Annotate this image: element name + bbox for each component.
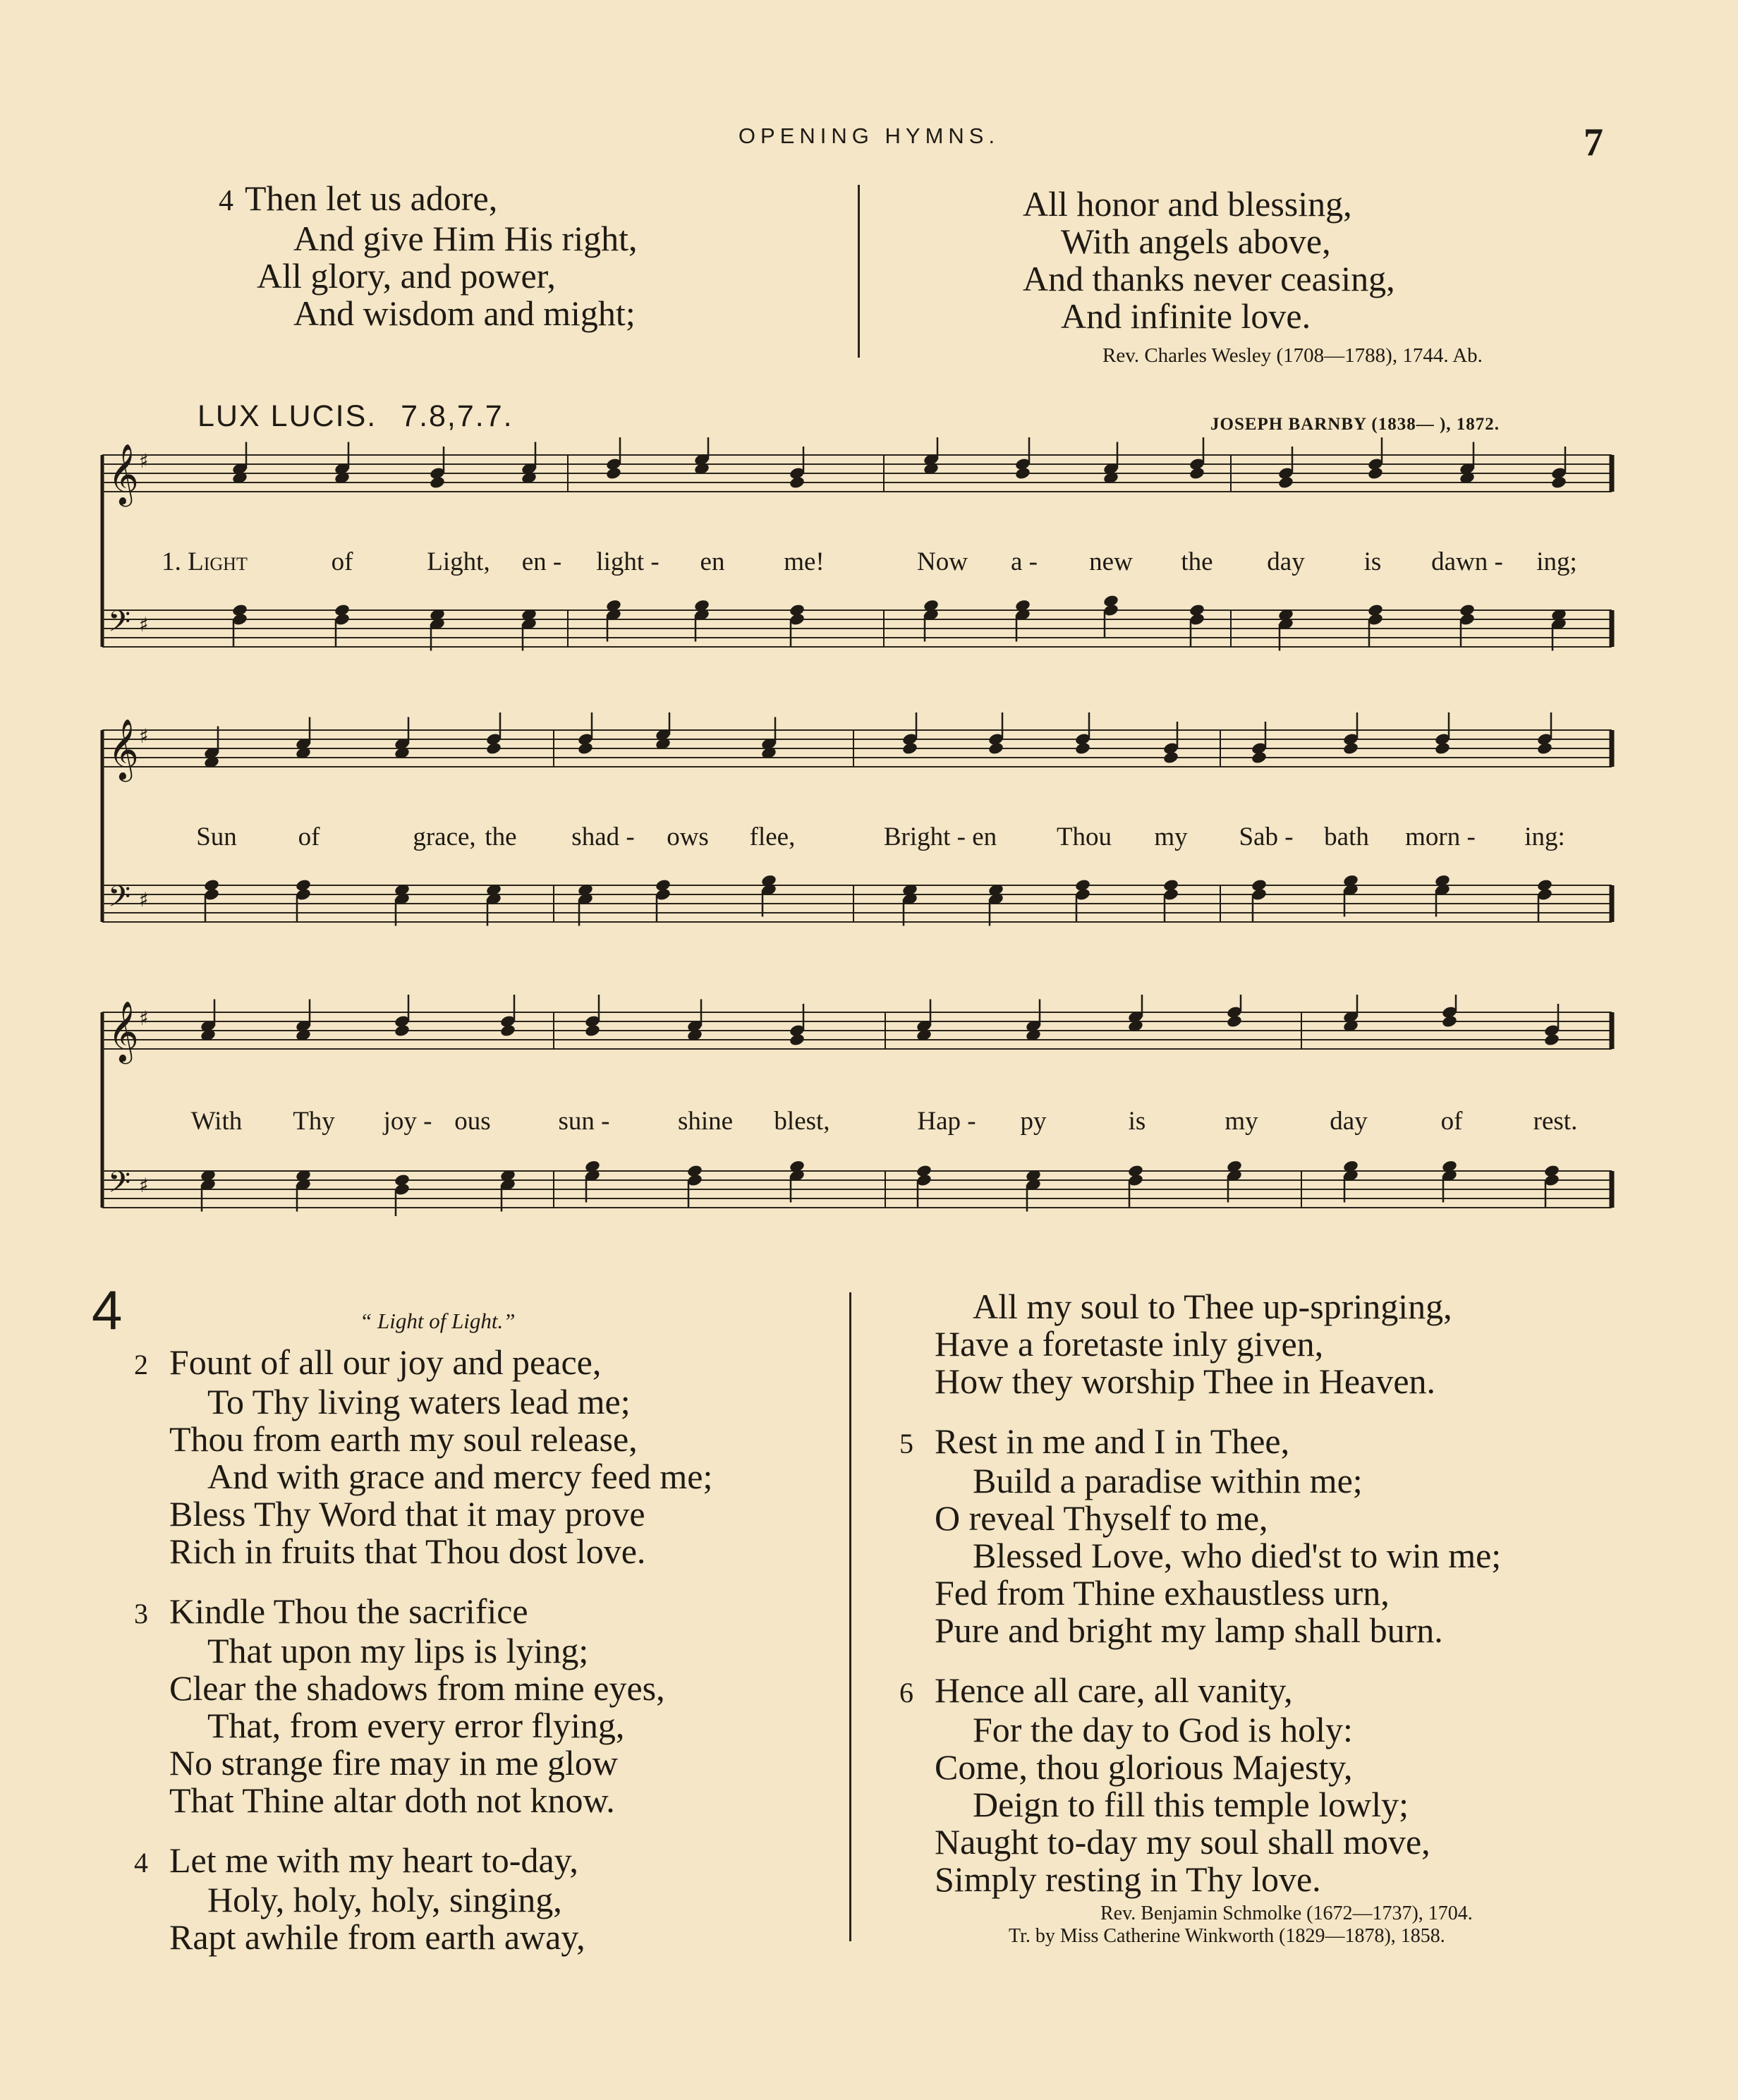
notehead bbox=[1251, 751, 1268, 765]
lyric-syllable: the bbox=[485, 823, 517, 851]
notehead bbox=[789, 475, 806, 490]
verse-line: To Thy living waters lead me; bbox=[207, 1382, 631, 1421]
lyric-syllable: shine bbox=[677, 1107, 734, 1136]
verse-line: Blessed Love, who died'st to win me; bbox=[973, 1536, 1502, 1575]
notehead bbox=[485, 741, 502, 755]
sharp-icon: ♯ bbox=[139, 888, 149, 911]
notehead bbox=[789, 1033, 806, 1047]
stanza-number: 4 bbox=[219, 185, 233, 217]
verse-line: Then let us adore, bbox=[245, 178, 498, 218]
lyric-syllable: bath bbox=[1324, 823, 1369, 851]
running-head: OPENING HYMNS. bbox=[738, 123, 1000, 148]
tune-heading bbox=[198, 399, 514, 434]
notehead bbox=[1342, 741, 1359, 755]
verse-line: 3 Kindle Thou the sacrifice bbox=[134, 1591, 528, 1631]
lyric-syllable: grace, bbox=[413, 823, 476, 851]
verse-line: Rich in fruits that Thou dost love. bbox=[169, 1531, 646, 1571]
sharp-icon: ♯ bbox=[139, 1007, 149, 1030]
verse-line: That upon my lips is lying; bbox=[207, 1631, 589, 1670]
lyric-syllable: day bbox=[1267, 547, 1305, 576]
verse-line: All glory, and power, bbox=[257, 256, 556, 296]
stanza-number: 2 bbox=[134, 1349, 148, 1380]
hymn-number: 4 bbox=[92, 1279, 123, 1341]
notehead bbox=[499, 1024, 516, 1038]
tune-name: LUX LUCIS. bbox=[198, 399, 377, 433]
lyric-syllable: day bbox=[1330, 1107, 1368, 1136]
lyric-syllable: ous bbox=[454, 1107, 491, 1136]
notehead bbox=[1550, 475, 1567, 490]
notehead bbox=[577, 741, 594, 755]
lyric-syllable: en - bbox=[521, 547, 562, 576]
page-number: 7 bbox=[1584, 121, 1603, 164]
notehead bbox=[1014, 466, 1031, 480]
notehead bbox=[1543, 1033, 1560, 1047]
hymn-subtitle: “ Light of Light.” bbox=[360, 1309, 516, 1333]
verse-line: And give Him His right, bbox=[293, 219, 638, 258]
lyric-syllable: is bbox=[1363, 547, 1382, 576]
verse-line: And thanks never ceasing, bbox=[1023, 259, 1395, 298]
verse-line: 6 Hence all care, all vanity, bbox=[899, 1670, 1293, 1710]
verse-line: Pure and bright my lamp shall burn. bbox=[935, 1610, 1443, 1650]
lyrics-line-3 bbox=[0, 1106, 1738, 1141]
lyric-syllable: a - bbox=[1011, 547, 1038, 576]
lyric-syllable: sun - bbox=[558, 1107, 610, 1136]
verse-line: And wisdom and might; bbox=[293, 293, 636, 333]
verse-line: Rapt awhile from earth away, bbox=[169, 1917, 585, 1957]
lyric-syllable: the bbox=[1181, 547, 1213, 576]
lyric-syllable: Bright - en bbox=[883, 823, 997, 851]
verse-line: O reveal Thyself to me, bbox=[935, 1498, 1268, 1538]
verse-line: Build a paradise within me; bbox=[973, 1461, 1363, 1500]
lyric-syllable: Sun bbox=[196, 823, 237, 851]
verse-line: For the day to God is holy: bbox=[973, 1710, 1353, 1749]
lyric-syllable: shad - bbox=[571, 823, 635, 851]
stanza-number: 4 bbox=[134, 1847, 148, 1879]
lyric-syllable: of bbox=[1440, 1107, 1463, 1136]
lyric-syllable: blest, bbox=[774, 1107, 830, 1136]
verse-line: And infinite love. bbox=[1061, 296, 1311, 336]
lyric-syllable: flee, bbox=[749, 823, 796, 851]
verse-line: 2 Fount of all our joy and peace, bbox=[134, 1342, 602, 1382]
translator-attribution: Tr. by Miss Catherine Winkworth (1829—1878), 1858. bbox=[1009, 1925, 1445, 1947]
lyric-syllable: py bbox=[1020, 1107, 1047, 1136]
author-attribution: Rev. Charles Wesley (1708—1788), 1744. Ab. bbox=[1102, 344, 1483, 367]
verse-line: Come, thou glorious Majesty, bbox=[935, 1747, 1353, 1787]
stanza-number: 5 bbox=[899, 1428, 913, 1459]
notehead bbox=[1226, 1014, 1243, 1028]
lyrics-line-2 bbox=[0, 822, 1738, 857]
lyric-syllable: ows bbox=[667, 823, 709, 851]
lyric-syllable: Sab - bbox=[1239, 823, 1294, 851]
sharp-icon: ♯ bbox=[139, 724, 149, 748]
notehead bbox=[1441, 1014, 1458, 1028]
lyric-syllable: is bbox=[1128, 1107, 1146, 1136]
sharp-icon: ♯ bbox=[139, 449, 149, 473]
lyric-syllable: of bbox=[331, 547, 353, 576]
notehead bbox=[1189, 466, 1205, 480]
prev-hymn-right bbox=[1023, 186, 1395, 335]
sharp-icon: ♯ bbox=[139, 1174, 149, 1197]
lyric-syllable: rest. bbox=[1533, 1107, 1578, 1136]
stanzas-right-column bbox=[899, 1288, 1501, 1898]
column-divider bbox=[849, 1292, 851, 1941]
verse-line: Clear the shadows from mine eyes, bbox=[169, 1668, 665, 1708]
verse-line: Bless Thy Word that it may prove bbox=[169, 1494, 645, 1534]
verse-line: Fed from Thine exhaustless urn, bbox=[935, 1573, 1390, 1613]
column-divider bbox=[858, 185, 860, 358]
author-attribution: Rev. Benjamin Schmolke (1672—1737), 1704. bbox=[1100, 1902, 1473, 1924]
lyric-syllable: ing: bbox=[1524, 823, 1565, 851]
prev-hymn-left bbox=[219, 180, 637, 332]
verse-line: No strange fire may in me glow bbox=[169, 1743, 618, 1783]
verse-line: That, from every error flying, bbox=[207, 1706, 625, 1745]
lyric-syllable: Thy bbox=[293, 1107, 335, 1136]
lyric-syllable: ing; bbox=[1536, 547, 1577, 576]
lyric-syllable: 1. Light bbox=[162, 547, 248, 576]
treble-clef-icon: 𝄞 bbox=[108, 719, 139, 779]
sharp-icon: ♯ bbox=[139, 613, 149, 636]
lyrics-line-1 bbox=[0, 547, 1738, 582]
lyric-syllable: morn - bbox=[1405, 823, 1476, 851]
lyric-syllable: light - bbox=[596, 547, 660, 576]
verse-line: Holy, holy, holy, singing, bbox=[207, 1880, 562, 1919]
bass-clef-icon: 𝄢 bbox=[108, 605, 131, 645]
verse-line: Deign to fill this temple lowly; bbox=[973, 1785, 1409, 1824]
notehead bbox=[1536, 741, 1553, 755]
notehead bbox=[584, 1024, 601, 1038]
verse-line: 5 Rest in me and I in Thee, bbox=[899, 1421, 1290, 1461]
verse-line: Have a foretaste inly given, bbox=[935, 1324, 1324, 1364]
lyric-syllable: Light, bbox=[427, 547, 490, 576]
lyric-syllable: Now bbox=[917, 547, 968, 576]
lyric-syllable: Thou bbox=[1056, 823, 1112, 851]
stanza-number: 6 bbox=[899, 1677, 913, 1708]
composer: JOSEPH BARNBY (1838— ), 1872. bbox=[1210, 415, 1500, 434]
notehead bbox=[1162, 751, 1179, 765]
verse-line: All honor and blessing, bbox=[1023, 184, 1352, 224]
verse-line: With angels above, bbox=[1061, 221, 1331, 261]
notehead bbox=[605, 466, 622, 480]
lyric-syllable: en bbox=[700, 547, 725, 576]
verse-line: Thou from earth my soul release, bbox=[169, 1419, 638, 1459]
notehead bbox=[1277, 475, 1294, 490]
bass-clef-icon: 𝄢 bbox=[108, 880, 131, 921]
stanza-number: 3 bbox=[134, 1598, 148, 1629]
stanzas-left-column bbox=[134, 1344, 712, 1956]
notehead bbox=[394, 1024, 411, 1038]
verse-line: And with grace and mercy feed me; bbox=[207, 1457, 713, 1496]
lyric-syllable: of bbox=[298, 823, 320, 851]
notehead bbox=[988, 741, 1004, 755]
notehead bbox=[1074, 741, 1091, 755]
lyric-syllable: joy - bbox=[383, 1107, 432, 1136]
verse-line: 4 Let me with my heart to-day, bbox=[134, 1840, 578, 1880]
lyric-syllable: Hap - bbox=[917, 1107, 976, 1136]
lyric-syllable: my bbox=[1224, 1107, 1258, 1136]
notehead bbox=[1434, 741, 1451, 755]
treble-clef-icon: 𝄞 bbox=[108, 1001, 139, 1062]
lyric-syllable: dawn - bbox=[1431, 547, 1503, 576]
bass-clef-icon: 𝄢 bbox=[108, 1165, 131, 1206]
verse-line: That Thine altar doth not know. bbox=[169, 1780, 615, 1820]
verse-line: Naught to-day my soul shall move, bbox=[935, 1822, 1430, 1862]
treble-clef-icon: 𝄞 bbox=[108, 444, 139, 504]
lyric-syllable: new bbox=[1089, 547, 1133, 576]
notehead bbox=[1367, 466, 1384, 480]
lyric-syllable: my bbox=[1154, 823, 1188, 851]
verse-line: Simply resting in Thy love. bbox=[935, 1859, 1321, 1899]
tune-meter: 7.8,7.7. bbox=[401, 399, 514, 433]
verse-line: How they worship Thee in Heaven. bbox=[935, 1361, 1436, 1401]
lyric-syllable: me! bbox=[784, 547, 825, 576]
notehead bbox=[901, 741, 918, 755]
notehead bbox=[429, 475, 446, 490]
verse-line: All my soul to Thee up-springing, bbox=[973, 1287, 1452, 1326]
lyric-syllable: With bbox=[190, 1107, 243, 1136]
